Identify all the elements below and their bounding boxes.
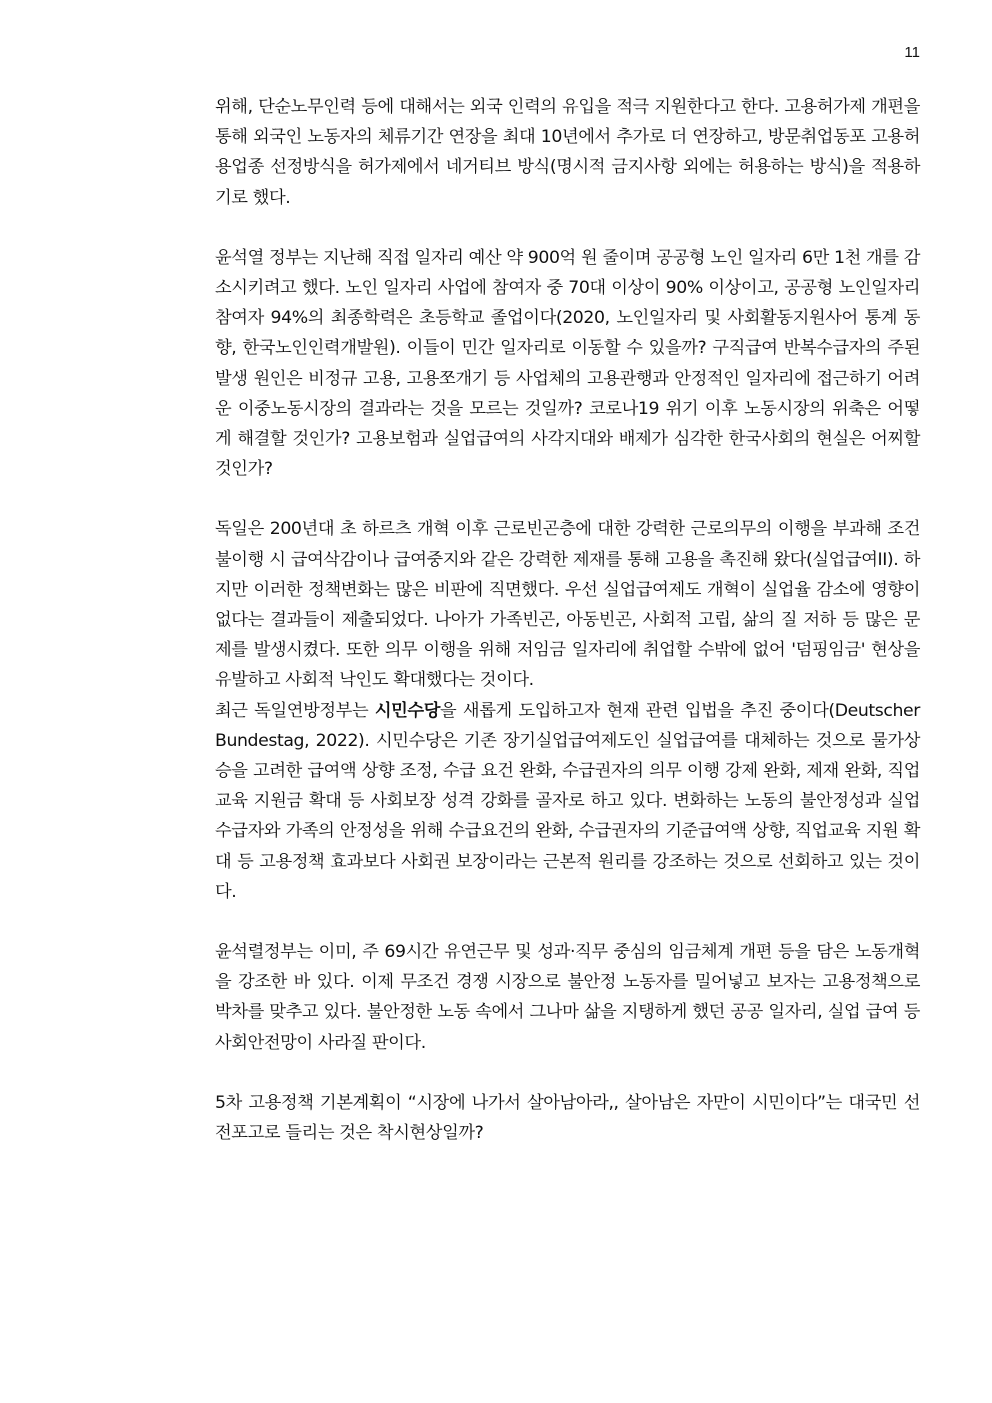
citizen-allowance-rest: 을 새롭게 도입하고자 현재 관련 입법을 추진 중이다(Deutscher Bundestag, 2022). 시민수당은 기존 장기실업급여제도인 실업급여를 대체하는 것으로 물가상승을 고려한 급여액 상향 조정, 수급 요건 완화, 수급권자의 의무 이행 강제 완화, 제재 완화, 직업교육 지원금 확대 등 사회보장 성격 강화를 골자로 하고 있다. 변화하는 노동의 불안정성과 실업수급자와 가족의 안정성을 위해 수급요건의 완화, 수급권자의 기준급여액 상향, 직업교육 지원 확대 등 고용정책 효과보다 사회권 보장이라는 근본적 원리를 강조하는 것으로 선회하고 있는 것이다. xyxy=(215,700,920,902)
paragraph-germany-hartz-reform: 독일은 200년대 초 하르츠 개혁 이후 근로빈곤층에 대한 강력한 근로의무의 이행을 부과해 조건 불이행 시 급여삭감이나 급여중지와 같은 강력한 제재를 통해 고용을 촉진해 왔다(실업급여II). 하지만 이러한 정책변화는 많은 비판에 직면했다. 우선 실업급여제도 개혁이 실업율 감소에 영향이 없다는 결과들이 제출되었다. 나아가 가족빈곤, 아동빈곤, 사회적 고립, 삶의 질 저하 등 많은 문제를 발생시켰다. 또한 의무 이행을 위해 저임금 일자리에 취업할 수밖에 없어 '덤핑임금' 현상을 유발하고 사회적 낙인도 확대했다는 것이다. xyxy=(215,519,920,691)
paragraph-foreign-workforce: 위해, 단순노무인력 등에 대해서는 외국 인력의 유입을 적극 지원한다고 한다. 고용허가제 개편을 통해 외국인 노동자의 체류기간 연장을 최대 10년에서 추가로 더 연장하고, 방문취업동포 고용허용업종 선정방식을 허가제에서 네거티브 방식(명시적 금지사항 외에는 허용하는 방식)을 적용하기로 했다. xyxy=(215,97,920,208)
paragraph-gap xyxy=(215,484,920,514)
paragraph-conclusion: 5차 고용정책 기본계획이 “시장에 나가서 살아남아라,, 살아남은 자만이 시민이다”는 대국민 선전포고로 들리는 것은 착시현상일까? xyxy=(215,1092,920,1144)
citizen-allowance-term: 시민수당 xyxy=(374,700,441,721)
paragraph-elderly-jobs: 윤석열 정부는 지난해 직접 일자리 예산 약 900억 원 줄이며 공공형 노인 일자리 6만 1천 개를 감소시키려고 했다. 노인 일자리 사업에 참여자 중 70대 이상이 90% 이상이고, 공공형 노인일자리 참여자 94%의 최종학력은 초등학교 졸업이다(2020, 노인일자리 및 사회활동지원사어 통계 동향, 한국노인인력개발원). 이들이 민간 일자리로 이동할 수 있을까? 구직급여 반복수급자의 주된 발생 원인은 비정규 고용, 고용쪼개기 등 사업체의 고용관행과 안정적인 일자리에 접근하기 어려운 이중노동시장의 결과라는 것을 모르는 것일까? 코로나19 위기 이후 노동시장의 위축은 어떻게 해결할 것인가? 고용보험과 실업급여의 사각지대와 배제가 심각한 한국사회의 현실은 어찌할 것인가? xyxy=(215,247,920,480)
paragraph-gap xyxy=(215,213,920,243)
paragraph-labor-reform: 윤석렬정부는 이미, 주 69시간 유연근무 및 성과·직무 중심의 임금체계 개편 등을 담은 노동개혁을 강조한 바 있다. 이제 무조건 경쟁 시장으로 불안정 노동자를 밀어넣고 보자는 고용정책으로 박차를 맞추고 있다. 불안정한 노동 속에서 그나마 삶을 지탱하게 했던 공공 일자리, 실업 급여 등 사회안전망이 사라질 판이다. xyxy=(215,942,920,1053)
paragraph-citizen-allowance xyxy=(215,696,920,907)
paragraph-gap xyxy=(215,1058,920,1088)
page-number: 11 xyxy=(904,44,920,61)
citizen-allowance-lead: 최근 독일연방정부는 xyxy=(215,700,375,721)
paragraph-gap xyxy=(215,907,920,937)
body-text xyxy=(215,92,920,1148)
